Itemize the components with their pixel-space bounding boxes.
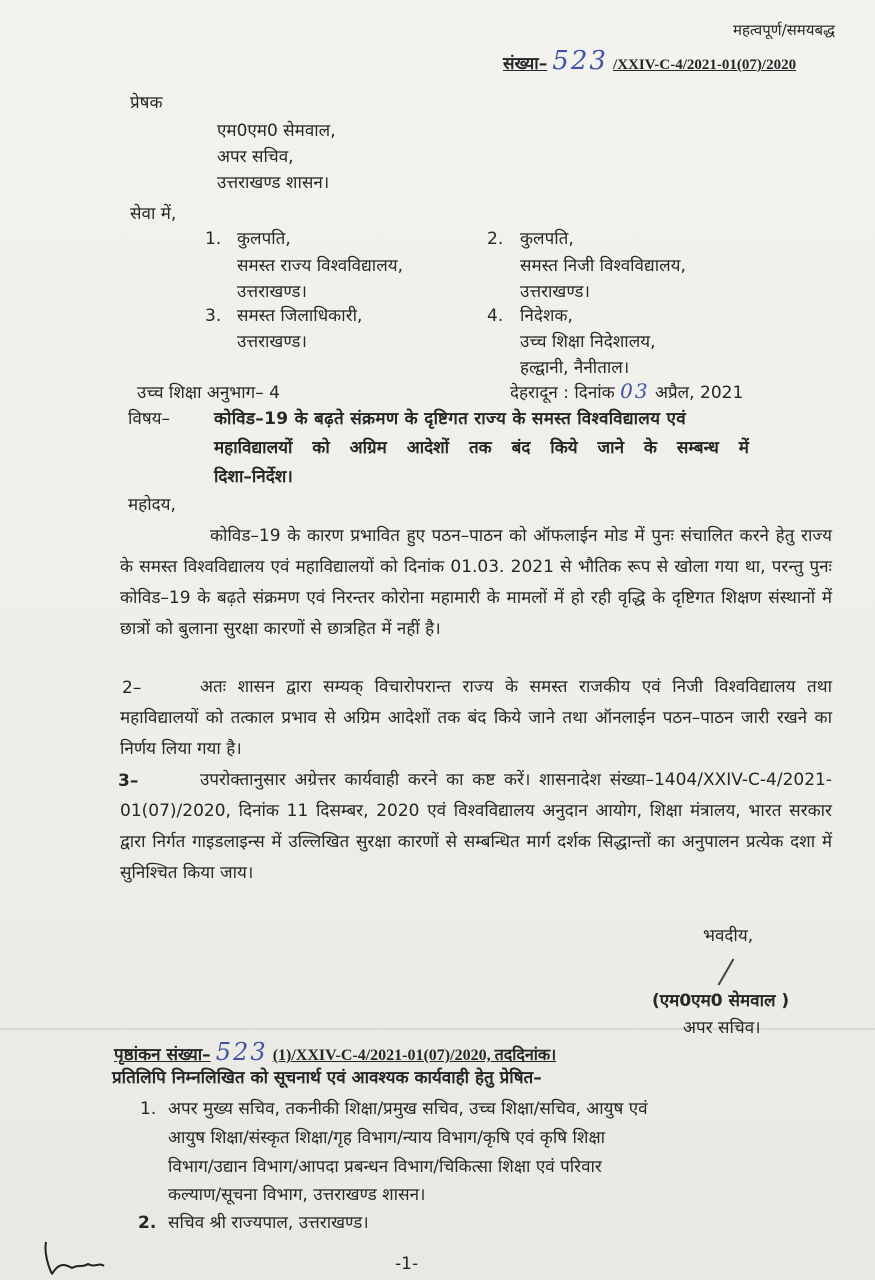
- subject-line-2: महाविद्यालयों को अग्रिम आदेशों तक बंद किये जाने के सम्बन्ध में: [214, 438, 749, 458]
- recipient-4-line-3: हल्द्वानी, नैनीताल।: [520, 358, 630, 378]
- recipient-4-number: 4.: [487, 306, 504, 326]
- signature-mark: [718, 959, 735, 986]
- endorsement-number-handwritten: 523: [215, 1038, 268, 1066]
- endorsement-label: पृष्ठांकन संख्या–: [114, 1045, 211, 1065]
- recipient-3-number: 3.: [205, 306, 222, 326]
- endorsement-item-1-number: 1.: [140, 1099, 157, 1119]
- endorsement-item-1-line-2: आयुष शिक्षा/संस्कृत शिक्षा/गृह विभाग/न्याय विभाग/कृषि एवं कृषि शिक्षा: [168, 1128, 606, 1148]
- closing-regards: भवदीय,: [703, 926, 754, 946]
- paragraph-3-number: 3–: [118, 771, 139, 791]
- date-prefix: देहरादून : दिनांक: [510, 383, 615, 403]
- subject-line-1: कोविड–19 के बढ़ते संक्रमण के दृष्टिगत राज्य के समस्त विश्वविद्यालय एवं: [214, 409, 686, 429]
- subject-line-3: दिशा–निर्देश।: [214, 467, 293, 487]
- signatory-name: (एम0एम0 सेमवाल ): [652, 991, 790, 1011]
- recipient-2-line-2: समस्त निजी विश्वविद्यालय,: [520, 256, 686, 276]
- paragraph-1: [120, 521, 832, 645]
- endorsement-reference: [114, 1038, 556, 1066]
- recipient-2-number: 2.: [487, 229, 504, 249]
- endorsement-item-1-line-3: विभाग/उद्यान विभाग/आपदा प्रबन्धन विभाग/चिकित्सा शिक्षा एवं परिवार: [168, 1157, 602, 1177]
- reference-suffix: /XXIV-C-4/2021-01(07)/2020: [613, 57, 797, 73]
- reference-number-handwritten: 523: [552, 46, 608, 76]
- paragraph-2-number: 2–: [122, 678, 142, 698]
- date-day-handwritten: 03: [620, 379, 650, 403]
- recipient-1-number: 1.: [205, 229, 222, 249]
- salutation: महोदय,: [128, 495, 176, 515]
- endorsement-suffix: (1)/XXIV-C-4/2021-01(07)/2020, तददिनांक।: [272, 1047, 557, 1064]
- recipients-label: सेवा में,: [130, 204, 177, 224]
- subject-label: विषय–: [128, 409, 171, 429]
- recipient-1-line-2: समस्त राज्य विश्वविद्यालय,: [237, 256, 403, 276]
- section-name: उच्च शिक्षा अनुभाग– 4: [137, 383, 280, 403]
- date-month: अप्रैल,: [655, 383, 695, 403]
- sender-office: उत्तराखण्ड शासन।: [217, 173, 330, 193]
- recipient-1-line-3: उत्तराखण्ड।: [237, 282, 307, 302]
- sender-name: एम0एम0 सेमवाल,: [217, 121, 336, 141]
- recipient-4-line-1: निदेशक,: [520, 306, 573, 326]
- date-line: [510, 380, 743, 404]
- priority-label: महत्वपूर्ण/समयबद्ध: [732, 21, 835, 39]
- signatory-designation: अपर सचिव।: [683, 1018, 761, 1038]
- date-year: 2021: [700, 383, 744, 403]
- paragraph-2: [120, 672, 832, 765]
- paragraph-1-text: कोविड–19 के कारण प्रभावित हुए पठन–पाठन को ऑफलाईन मोड में पुनः संचालित करने हेतु राज्य के समस्त विश्वविद्यालय एवं महाविद्यालयों को दिनांक 01.03. 2021 से भौतिक रूप से खोला गया था, परन्तु पुनः कोविड–19 के बढ़ते संक्रमण एवं निरन्तर कोरोना महामारी के मामलों में हो रही वृद्धि के दृष्टिगत शिक्षण संस्थानों में छात्रों को बुलाना सुरक्षा कारणों से छात्रहित में नहीं है।: [120, 526, 832, 639]
- recipient-1-line-1: कुलपति,: [237, 229, 291, 249]
- initials-signature: [38, 1238, 108, 1278]
- recipient-3-line-2: उत्तराखण्ड।: [237, 332, 307, 352]
- endorsement-item-2-number: 2.: [138, 1213, 157, 1233]
- recipient-4-line-2: उच्च शिक्षा निदेशालय,: [520, 332, 656, 352]
- paragraph-3: [120, 765, 832, 889]
- endorsement-item-1-line-1: अपर मुख्य सचिव, तकनीकी शिक्षा/प्रमुख सचिव, उच्च शिक्षा/सचिव, आयुष एवं: [168, 1099, 648, 1119]
- recipient-2-line-1: कुलपति,: [520, 229, 574, 249]
- page-number: -1-: [395, 1254, 419, 1274]
- endorsement-item-2-line-1: सचिव श्री राज्यपाल, उत्तराखण्ड।: [168, 1213, 369, 1233]
- paragraph-2-text: अतः शासन द्वारा सम्यक् विचारोपरान्त राज्य के समस्त राजकीय एवं निजी विश्वविद्यालय तथा महाविद्यालयों को तत्काल प्रभाव से अग्रिम आदेशों तक बंद किये जाने तथा ऑनलाईन पठन–पाठन जारी रखने का निर्णय लिया गया है।: [120, 677, 832, 759]
- sender-label: प्रेषक: [130, 93, 163, 113]
- endorsement-item-1-line-4: कल्याण/सूचना विभाग, उत्तराखण्ड शासन।: [168, 1185, 426, 1205]
- endorsement-heading: प्रतिलिपि निम्नलिखित को सूचनार्थ एवं आवश्यक कार्यवाही हेतु प्रेषित–: [112, 1068, 542, 1088]
- reference-line: [503, 46, 796, 76]
- sender-designation: अपर सचिव,: [217, 147, 294, 167]
- recipient-3-line-1: समस्त जिलाधिकारी,: [237, 306, 363, 326]
- recipient-2-line-3: उत्तराखण्ड।: [520, 282, 590, 302]
- page-fold-shadow: [0, 1028, 875, 1030]
- reference-label: संख्या–: [503, 54, 548, 74]
- paragraph-3-text: उपरोक्तानुसार अग्रेत्तर कार्यवाही करने का कष्ट करें। शासनादेश संख्या–1404/XXIV-C-4/2021-01(07)/2020, दिनांक 11 दिसम्बर, 2020 एवं विश्वविद्यालय अनुदान आयोग, शिक्षा मंत्रालय, भारत सरकार द्वारा निर्गत गाइडलाइन्स में उल्लिखित सुरक्षा कारणों से सम्बन्धित मार्ग दर्शक सिद्धान्तों का अनुपालन प्रत्येक दशा में सुनिश्चित किया जाय।: [120, 770, 832, 883]
